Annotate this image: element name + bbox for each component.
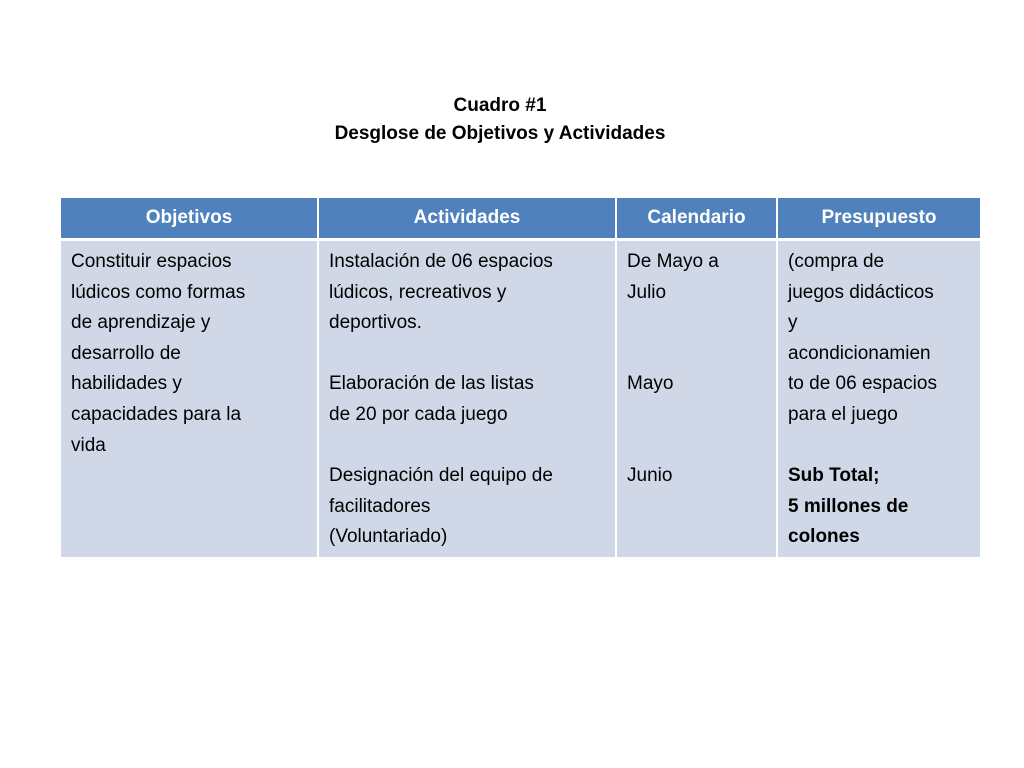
title-line-2: Desglose de Objetivos y Actividades — [334, 123, 666, 144]
presupuesto-line: acondicionamien — [788, 342, 931, 364]
subtotal-value-line: colones — [788, 526, 860, 548]
objectives-table — [61, 198, 980, 557]
spacer — [329, 431, 607, 462]
table-row — [61, 240, 980, 558]
objetivo-line: capacidades para la — [71, 403, 242, 425]
spacer — [627, 308, 768, 369]
cell-objetivos — [61, 240, 318, 558]
document-title — [0, 92, 1000, 148]
actividad-1-line: deportivos. — [329, 312, 422, 334]
calendario-1-line: De Mayo a — [627, 251, 719, 272]
actividad-1-line: Instalación de 06 espacios — [329, 251, 553, 272]
actividad-1-line: lúdicos, recreativos y — [329, 281, 507, 303]
objetivo-line: Constituir espacios — [71, 251, 232, 272]
header-calendario: Calendario — [616, 198, 777, 240]
actividad-2-line: Elaboración de las listas — [329, 373, 534, 395]
actividad-2-line: de 20 por cada juego — [329, 403, 508, 425]
spacer — [329, 339, 607, 370]
title-line-1: Cuadro #1 — [453, 95, 547, 116]
cell-actividades — [318, 240, 616, 558]
presupuesto-line: y — [788, 312, 798, 334]
spacer — [788, 431, 972, 462]
spacer — [627, 400, 768, 461]
presupuesto-line: to de 06 espacios — [788, 373, 937, 395]
objetivo-line: desarrollo de — [71, 342, 181, 364]
table-header-row — [61, 198, 980, 240]
objetivo-line: habilidades y — [71, 373, 182, 395]
actividad-3-line: (Voluntariado) — [329, 526, 448, 548]
header-actividades: Actividades — [318, 198, 616, 240]
header-presupuesto: Presupuesto — [777, 198, 980, 240]
presupuesto-line: para el juego — [788, 403, 898, 425]
presupuesto-line: (compra de — [788, 251, 885, 272]
cell-calendario — [616, 240, 777, 558]
objetivo-line: lúdicos como formas — [71, 281, 246, 303]
presupuesto-line: juegos didácticos — [788, 281, 934, 303]
objetivo-line: de aprendizaje y — [71, 312, 211, 334]
subtotal-label: Sub Total; — [788, 465, 880, 487]
header-objetivos: Objetivos — [61, 198, 318, 240]
calendario-2: Mayo — [627, 373, 674, 395]
objetivo-line: vida — [71, 434, 106, 456]
calendario-3: Junio — [627, 465, 673, 487]
cell-presupuesto — [777, 240, 980, 558]
calendario-1-line: Julio — [627, 281, 667, 303]
subtotal-value-line: 5 millones de — [788, 495, 909, 517]
actividad-3-line: Designación del equipo de — [329, 465, 553, 487]
actividad-3-line: facilitadores — [329, 495, 431, 517]
